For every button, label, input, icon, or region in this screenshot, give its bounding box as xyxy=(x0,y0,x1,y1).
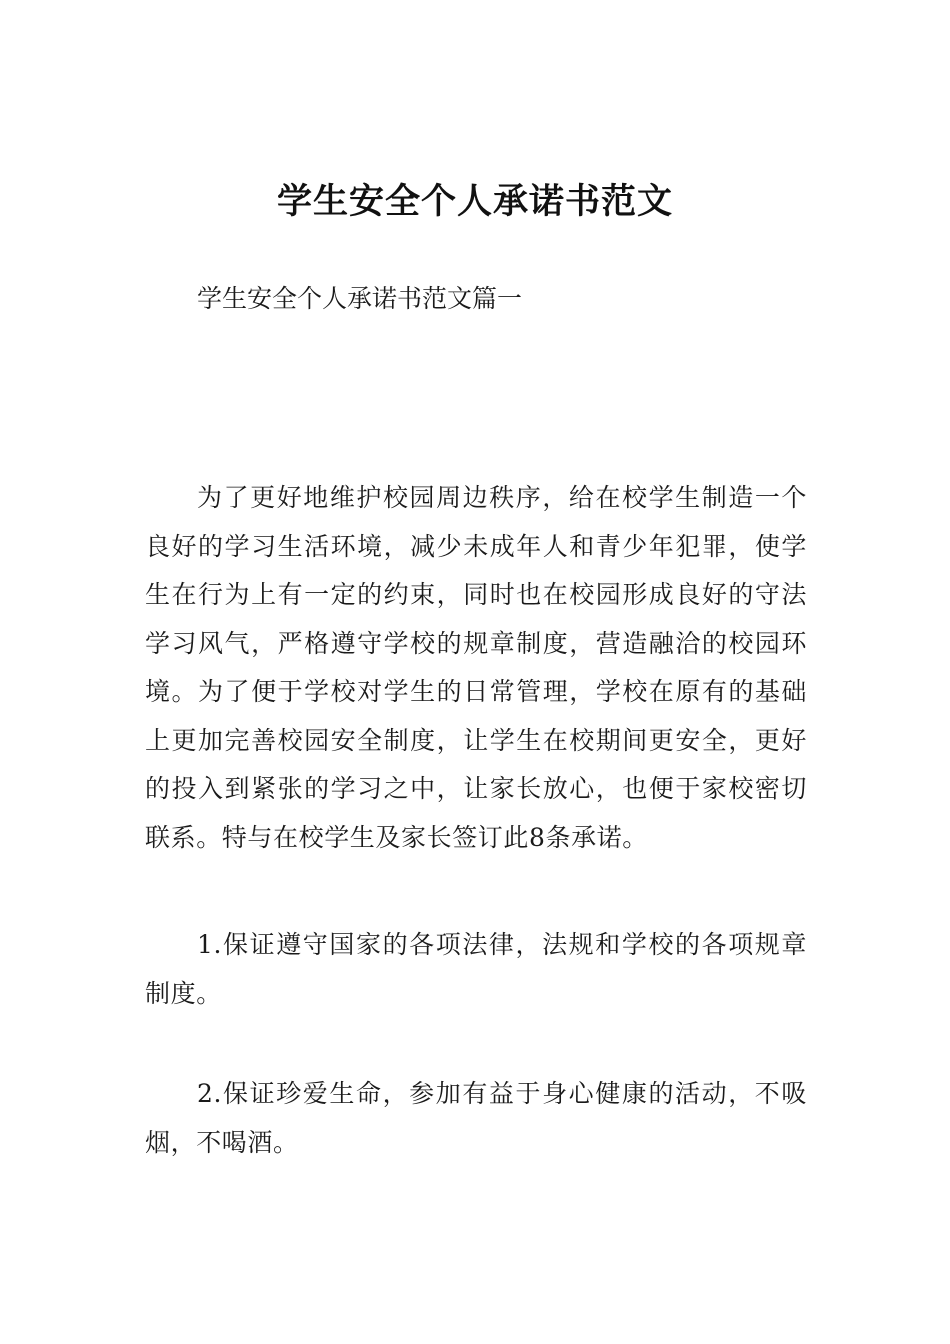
intro-paragraph: 为了更好地维护校园周边秩序，给在校学生制造一个良好的学习生活环境，减少未成年人和青少年犯罪，使学生在行为上有一定的约束，同时也在校园形成良好的守法学习风气，严格遵守学校的规章制度，营造融洽的校园环境。为了便于学校对学生的日常管理，学校在原有的基础上更加完善校园安全制度，让学生在校期间更安全，更好的投入到紧张的学习之中，让家长放心，也便于家校密切联系。特与在校学生及家长签订此8条承诺。 xyxy=(145,483,807,852)
section-heading: 学生安全个人承诺书范文篇一 xyxy=(197,284,523,313)
document-title: 学生安全个人承诺书范文 xyxy=(276,182,673,222)
pledge-item-2: 2.保证珍爱生命，参加有益于身心健康的活动，不吸烟，不喝酒。 xyxy=(145,1079,807,1157)
pledge-item-1: 1.保证遵守国家的各项法律，法规和学校的各项规章制度。 xyxy=(145,930,807,1008)
